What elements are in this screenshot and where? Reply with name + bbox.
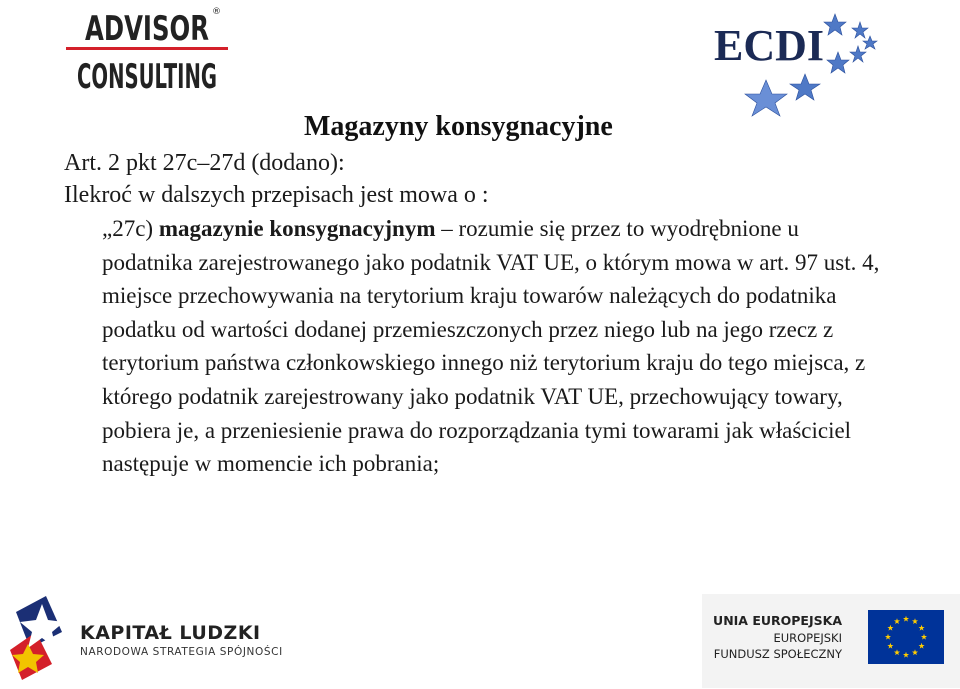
eu-line-2: EUROPEJSKI	[773, 631, 842, 645]
kapital-ludzki-title: KAPITAŁ LUDZKI	[80, 622, 261, 644]
definition-paragraph	[102, 212, 882, 481]
defined-term: magazynie konsygnacyjnym	[158, 216, 436, 241]
logo-line2: CONSULTING	[77, 57, 217, 95]
eu-fund-text	[713, 612, 842, 662]
advisor-consulting-logo	[62, 0, 232, 95]
eu-line-3: FUNDUSZ SPOŁECZNY	[713, 647, 842, 661]
eu-fund-badge	[702, 594, 960, 688]
logo-registered-mark: ®	[212, 7, 221, 17]
ecdi-logo-text: ECDI	[714, 21, 825, 70]
kapital-ludzki-logo-icon	[6, 592, 72, 684]
kapital-ludzki-subtitle: NARODOWA STRATEGIA SPÓJNOŚCI	[80, 646, 283, 658]
article-reference: Art. 2 pkt 27c–27d (dodano):	[64, 150, 345, 176]
eu-flag-icon	[868, 610, 944, 664]
slide-title: Magazyny konsygnacyjne	[304, 111, 613, 142]
logo-line1: ADVISOR	[85, 9, 209, 49]
footer	[0, 582, 960, 689]
intro-line: Ilekroć w dalszych przepisach jest mowa o :	[64, 182, 489, 208]
definition-body: – rozumie się przez to wyodrębnione u podatnika zarejestrowanego jako podatnik VAT UE, o którym mowa w art. 97 ust. 4, miejsce przechowywania na terytorium kraju towarów należących do podatnika podatku od wartości dodanej przemieszczonych przez niego lub na jego rzecz z terytorium państwa członkowskiego innego niż terytorium kraju do tego miejsca, z którego podatnik zarejestrowany jako podatnik VAT UE, przechowujący towary, pobiera je, a przeniesienie prawa do rozporządzania tymi towarami jak właściciel następuje w momencie ich pobrania;	[102, 216, 880, 477]
eu-line-1: UNIA EUROPEJSKA	[713, 613, 842, 628]
definition-prefix: „27c)	[102, 216, 159, 241]
ecdi-logo	[710, 8, 895, 118]
